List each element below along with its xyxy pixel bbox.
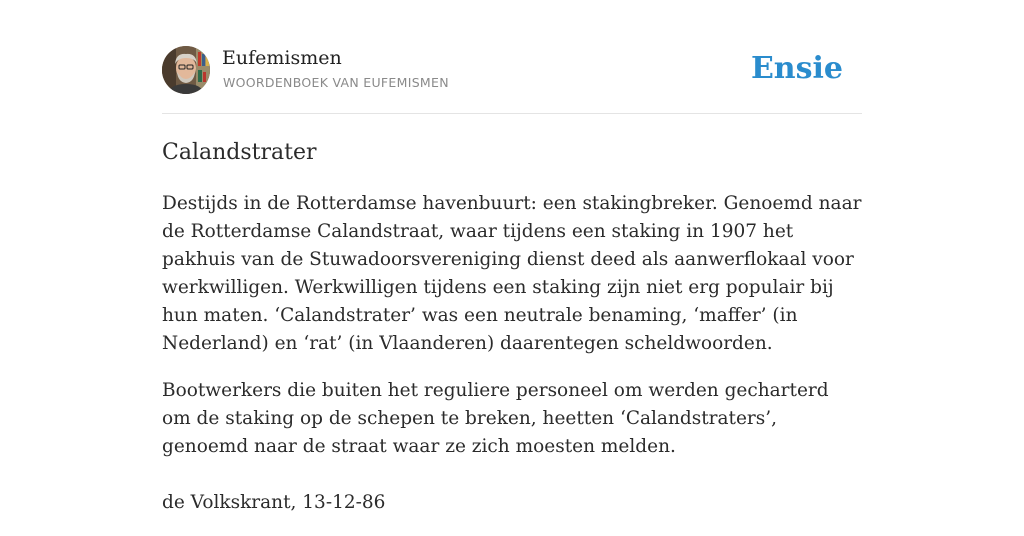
author-subtitle[interactable]: WOORDENBOEK VAN EUFEMISMEN xyxy=(223,75,449,90)
article-source: de Volkskrant, 13-12-86 xyxy=(162,492,386,513)
article-paragraph: Bootwerkers die buiten het reguliere personeel om werden gecharterd om de staking op de schepen te breken, heetten ‘Calandstraters’, genoemd naar de straat waar ze zich moesten melden. xyxy=(162,380,829,457)
article-title: Calandstrater xyxy=(162,140,317,165)
page xyxy=(162,0,862,512)
author-avatar[interactable] xyxy=(162,46,210,94)
author-header xyxy=(162,46,862,96)
author-name[interactable]: Eufemismen xyxy=(222,47,342,69)
article-body xyxy=(162,190,862,536)
brand-logo[interactable]: Ensie xyxy=(750,51,843,86)
avatar-portrait-icon xyxy=(162,46,210,94)
article-paragraph: Destijds in de Rotterdamse havenbuurt: een stakingbreker. Genoemd naar de Rotterdamse Calandstraat, waar tijdens een staking in 1907 het pakhuis van de Stuwadoorsvereniging dienst deed als aanwerflokaal voor werkwilligen. Werkwilligen tijdens een staking zijn niet erg populair bij hun maten. ‘Calandstrater’ was een neutrale benaming, ‘maffer’ (in Nederland) en ‘rat’ (in Vlaanderen) daarentegen scheldwoorden. xyxy=(162,193,862,354)
header-divider xyxy=(162,113,862,114)
